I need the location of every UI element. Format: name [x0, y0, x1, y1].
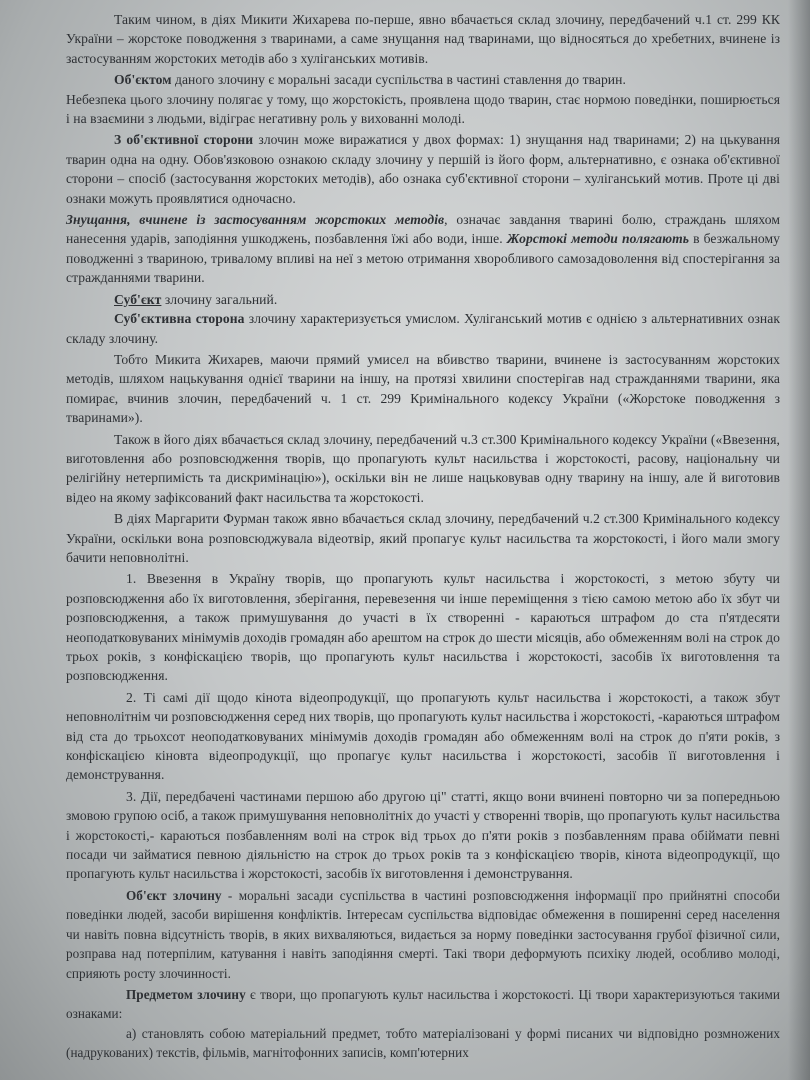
paragraph-law-part-2: 2. Ті самі дії щодо кінота відеопродукції, що пропагують культ насильства і жорстокості, а також збут неповнолітнім чи розповсюдження серед них творів, що пропагують культ насильства і жорстокості, -караються штрафом від ста до трьохсот неоподатковуваних мінімумів доходів громадян або обмеженням волі на строк до п'яти років, з конфіскацією кіновта відеопродукції, що пропагує культ насильства і жорстокості, засобів її виготовлення і демонстрування. [66, 689, 780, 783]
term-abuse: Знущання, вчинене із застосуванням жорстоких методів [66, 212, 445, 228]
text-subject: злочину загальний. [161, 291, 278, 307]
paragraph-article-300: Також в його діях вбачається склад злочину, передбачений ч.3 ст.300 Кримінального кодексу України («Ввезення, виготовлення або розповсюдження творів, що пропагують культ насильства і жорстокості, расову, національну чи релігійну нетерпимість та дискримінацію»), оскільки він не лише нацьковував одну тварину на іншу, але й виготовив відео на якому зафіксований факт насильства та жорстокості. [66, 431, 780, 505]
text-object: даного злочину є моральні засади суспільства в частині ставлення до тварин. [171, 72, 626, 88]
paragraph-abuse [66, 210, 780, 288]
term-cruel-methods: Жорстокі методи полягають [506, 231, 689, 247]
paragraph-feature-a: а) становлять собою матеріальний предмет, тобто матеріалізовані у формі писаних чи відповідно розмножених (надрукованих) текстів, фільмів, магнітофонних записів, комп'ютерних [66, 1025, 780, 1061]
paragraph-law-part-3: 3. Дії, передбачені частинами першою або другою ці" статті, якщо вони вчинені повторно чи за попередньою змовою групою осіб, а також примушування неповнолітніх до участі у створенні творів, що пропагують культ насильства і жорстокості,- караються позбавленням волі на строк від трьох до п'яти років з позбавленням права обіймати певні посади чи займатися певною діяльністю на строк до трьох років та з конфіскацією творів, кінота відеопродукції, що пропагують культ насильства і жорстокості, засобів їх виготовлення і демонстрування. [66, 788, 780, 882]
term-crime-subject-matter: Предметом злочину [126, 986, 246, 1002]
text-subjective-side: злочину характеризується умислом. Хуліганський мотив є однією з альтернативних ознак складу злочину. [66, 311, 780, 346]
term-objective-side: З об'єктивної сторони [114, 132, 254, 148]
paragraph-conclusion: Таким чином, в діях Микити Жихарева по-перше, явно вбачається склад злочину, передбачений ч.1 ст. 299 КК України – жорстоке поводження з тваринами, а саме знущання над тваринами, що відносяться до хребетних, вчинене із застосуванням жорстоких методів або з хуліганських мотивів. [66, 12, 780, 66]
paragraph-subjective-side [66, 309, 780, 348]
term-crime-object: Об'єкт злочину [126, 887, 222, 903]
paragraph-subject [66, 290, 780, 309]
term-object: Об'єктом [114, 72, 172, 88]
paragraph-crime-subject-matter [66, 985, 780, 1024]
text-objective-side: злочин може виражатися у двох формах: 1) знущання над тваринами; 2) на цькування тварин одна на одну. Обов'язковою ознакою складу злочину у першій із його форм, альтернативно, є ознака об'єктивної сторони – спосіб (застосування жорстоких методів), або ознака суб'єктивної сторони – хуліганський мотив. Проте ці дві ознаки можуть проявлятися одночасно. [66, 132, 781, 206]
term-subject: Суб'єкт [114, 291, 162, 307]
text-abuse: , означає завдання тварині болю, страждань шляхом нанесення ударів, заподіяння ушкоджень, позбавлення їжі або води, інше. [66, 212, 780, 247]
text-crime-subject-matter: є твори, що пропагують культ насильства і жорстокості. Ці твори характеризуються такими ознаками: [66, 986, 780, 1022]
paragraph-zhikharev: Тобто Микита Жихарев, маючи прямий умисел на вбивство тварини, вчинене із застосуванням жорстоких методів, шляхом нацькування однієї тварини на іншу, на протязі хвилини спостерігав над стражданнями тварини, яка помирає, вчинив злочин, передбачений ч. 1 ст. 299 Кримінального кодексу України («Жорстоке поводження з тваринами»). [66, 351, 780, 426]
paragraph-law-part-1: 1. Ввезення в Україну творів, що пропагують культ насильства і жорстокості, з метою збуту чи розповсюдження або їх виготовлення, зберігання, перевезення чи інше переміщення з тією самою метою або їх збут чи розповсюдження, а також примушування до участі в їх створенні - караються штрафом до ста п'ятдесяти неоподатковуваних мінімумів доходів громадян або арештом на строк до шести місяців, або обмеженням волі на строк до трьох років, з конфіскацією творів, що пропагують культ насильства і жорстокості, засобів їх виготовлення та розповсюдження. [66, 571, 780, 684]
text-cruel-methods: в безжальному поводженні з твариною, тривалому впливі на неї з метою отримання хворобливого самозадоволення від спостерігання за стражданнями тварини. [66, 231, 780, 286]
paragraph-object [66, 70, 780, 89]
text-crime-object: - моральні засади суспільства в частині розповсюдження інформації про прийнятні способи поведінки людей, засоби вирішення конфліктів. Інтересам суспільства відповідає обмеження в поширенні серед населення чи навіть повна відсутність творів, в яких вихваляються, видається за норму поведінки застосування грубої фізичної сили, розправа над потерпілим, катування і навіть заподіяння смерті. Такі твори деформують психіку людей, особливо молоді, сприяють росту злочинності. [66, 887, 780, 981]
paragraph-crime-object [66, 886, 780, 983]
paragraph-danger: Небезпека цього злочину полягає у тому, що жорстокість, проявлена щодо тварин, стає нормою поведінки, поширюється і на взаємини з людьми, відіграє негативну роль у вихованні молоді. [66, 91, 780, 127]
term-subjective-side: Суб'єктивна сторона [114, 311, 245, 327]
paragraph-objective-side [66, 130, 780, 208]
paragraph-furman: В діях Маргарити Фурман також явно вбачається склад злочину, передбачений ч.2 ст.300 Кримінального кодексу України, оскільки вона розповсюджувала відеотвір, який пропагує культ насильства та жорстокості, і його мали змогу бачити неповнолітні. [66, 511, 780, 565]
